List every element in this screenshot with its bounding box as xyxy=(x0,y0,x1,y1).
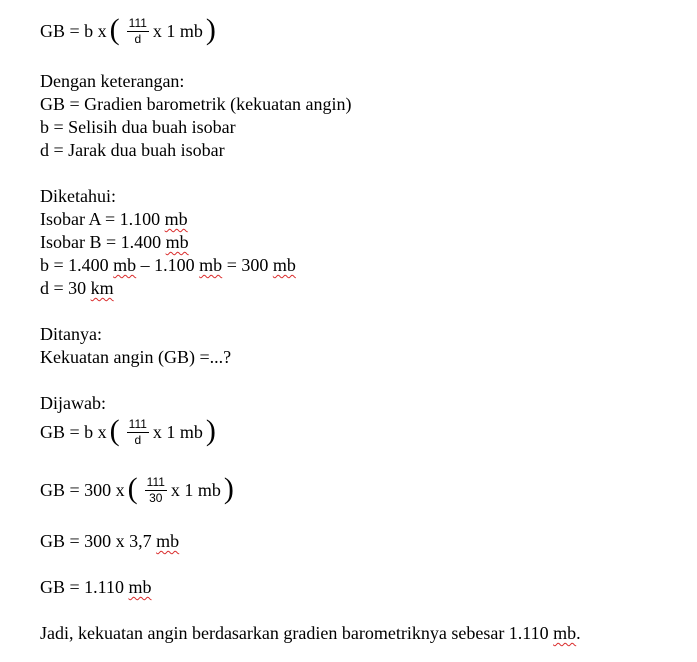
ditanya-question: Kekuatan angin (GB) =...? xyxy=(40,347,232,367)
dijawab-step4 xyxy=(40,576,152,598)
diketahui-isobar-b xyxy=(40,231,189,253)
d-unit: km xyxy=(90,278,114,298)
diketahui-b-calc xyxy=(40,254,296,276)
keterangan-item-gb: GB = Gradien barometrik (kekuatan angin) xyxy=(40,94,352,114)
open-paren: ( xyxy=(109,13,120,46)
fraction-numerator: 111 xyxy=(128,416,147,431)
keterangan-item-d: d = Jarak dua buah isobar xyxy=(40,140,225,160)
step3-text: GB = 300 x 3,7 xyxy=(40,531,157,551)
fraction xyxy=(127,418,149,447)
isobar-b-unit: mb xyxy=(165,232,189,252)
isobar-a-text: Isobar A = 1.100 xyxy=(40,209,165,229)
step2-after: x 1 mb xyxy=(170,480,221,500)
close-paren: ) xyxy=(205,414,216,447)
fraction-denominator: d xyxy=(134,432,142,447)
keterangan-heading: Dengan keterangan: xyxy=(40,71,185,91)
dijawab-heading: Dijawab: xyxy=(40,393,106,413)
b-calc-part3: = 300 xyxy=(222,255,273,275)
fraction xyxy=(145,476,167,505)
dijawab-step1 xyxy=(40,414,219,447)
formula-gb-general xyxy=(40,13,219,46)
step2-lhs: GB = 300 x xyxy=(40,480,125,500)
dijawab-step3 xyxy=(40,530,179,552)
step3-unit: mb xyxy=(156,531,180,551)
keterangan-item-b: b = Selisih dua buah isobar xyxy=(40,117,236,137)
step1-after: x 1 mb xyxy=(152,422,203,442)
d-text: d = 30 xyxy=(40,278,91,298)
conclusion-end: . xyxy=(576,623,581,643)
fraction xyxy=(127,17,149,46)
fraction-denominator: d xyxy=(134,31,142,46)
open-paren: ( xyxy=(109,414,120,447)
step1-lhs: GB = b x xyxy=(40,422,107,442)
fraction-denominator: 30 xyxy=(149,490,163,505)
b-calc-unit2: mb xyxy=(199,255,223,275)
step4-unit: mb xyxy=(128,577,152,597)
dijawab-step2 xyxy=(40,472,237,505)
conclusion xyxy=(40,622,581,644)
formula-lhs: GB = b x xyxy=(40,21,107,41)
step4-text: GB = 1.110 xyxy=(40,577,129,597)
fraction-numerator: 111 xyxy=(128,15,147,30)
diketahui-d xyxy=(40,277,114,299)
open-paren: ( xyxy=(127,472,138,505)
b-calc-part2: – 1.100 xyxy=(136,255,200,275)
ditanya-heading: Ditanya: xyxy=(40,324,102,344)
close-paren: ) xyxy=(205,13,216,46)
isobar-a-unit: mb xyxy=(164,209,188,229)
close-paren: ) xyxy=(223,472,234,505)
fraction-numerator: 111 xyxy=(146,474,165,489)
isobar-b-text: Isobar B = 1.400 xyxy=(40,232,166,252)
conclusion-text: Jadi, kekuatan angin berdasarkan gradien barometriknya sebesar 1.110 xyxy=(40,623,554,643)
b-calc-unit3: mb xyxy=(272,255,296,275)
diketahui-heading: Diketahui: xyxy=(40,186,116,206)
b-calc-unit1: mb xyxy=(113,255,137,275)
formula-after: x 1 mb xyxy=(152,21,203,41)
conclusion-unit: mb xyxy=(553,623,577,643)
b-calc-part1: b = 1.400 xyxy=(40,255,114,275)
diketahui-isobar-a xyxy=(40,208,188,230)
